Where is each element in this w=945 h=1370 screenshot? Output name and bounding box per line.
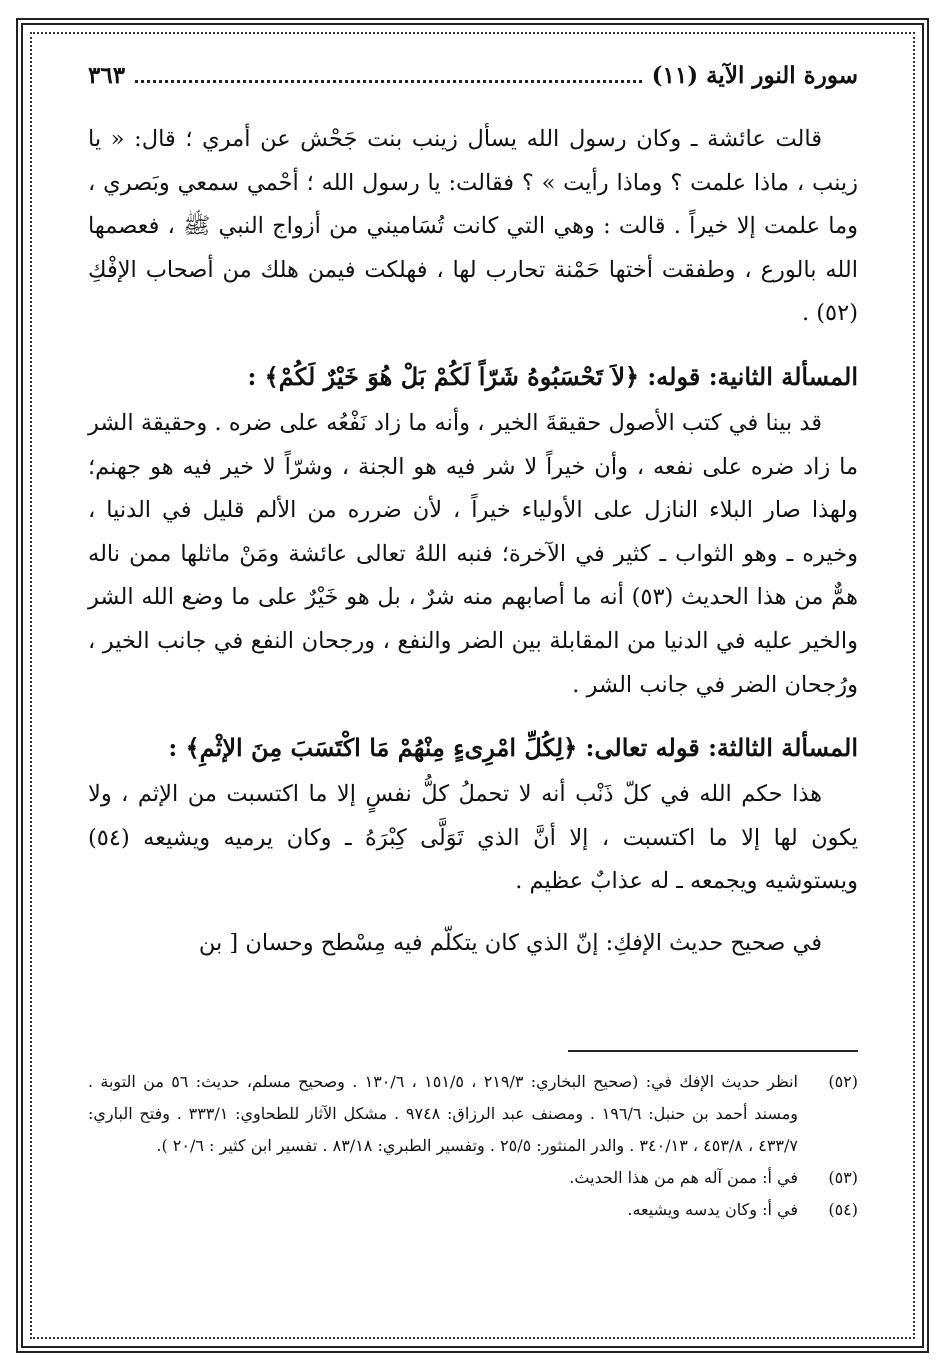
paragraph-3: هذا حكم الله في كلّ ذَنْب أنه لا تحملُ كلُّ نفسٍ إلا ما اكتسبت من الإثم ، ولا يكون لها إلا ما اكتسبت ، إلا أنَّ الذي تَوَلَّى كِبْرَهُ ـ وكان يرميه ويشيعه (٥٤) ويستوشيه ويجمعه ـ له عذابٌ عظيم . (88, 781, 858, 895)
paragraph-2: قد بينا في كتب الأصول حقيقةَ الخير ، وأنه ما زاد نَفْعُه على ضره . وحقيقة الشر ما زاد ضره على نفعه ، وأن خيراً لا شر فيه هو الجنة ، وشرّاً لا خير فيه هو جهنم؛ ولهذا صار البلاء النازل على الأولياء خيراً ، لأن ضرره من الألم قليل في الدنيا ، وخيره ـ وهو الثواب ـ كثير في الآخرة؛ فنبه اللهُ تعالى عائشة ومَنْ ماثلها ممن ناله همٌّ من هذا الحديث (٥٣) أنه ما أصابهم منه شرٌ ، بل هو خَيْرٌ على ما وضع الله الشر والخير عليه في الدنيا من المقابلة بين الضر والنفع ، ورجحان النفع في جانب الخير ، ورُجحان الضر في جانب الشر . (88, 409, 858, 698)
paragraph-4: في صحيح حديث الإفكِ: إنّ الذي كان يتكلّم فيه مِسْطح وحسان [ بن (198, 929, 822, 956)
footnote-separator (568, 1050, 858, 1052)
section-heading-2: المسألة الثانية: قوله: ﴿لاَ تَحْسَبُوهُ شَرّاً لَكُمْ بَلْ هُوَ خَيْرٌ لَكُمْ﴾ : (247, 361, 858, 391)
header-dot-leader (135, 64, 642, 83)
footnote-number: (٥٣) (828, 1168, 858, 1187)
footnote-52 (88, 1066, 858, 1162)
footnote-text: في أ: ممن آله هم من هذا الحديث. (569, 1168, 798, 1187)
footnote-54 (88, 1194, 858, 1226)
footnote-text: في أ: وكان يدسه ويشيعه. (627, 1200, 798, 1219)
running-header (88, 62, 858, 108)
footnote-text: انظر حديث الإفك في: (صحيح البخاري: ٢١٩/٣ ، ١٥١/٥ ، ١٣٠/٦ . وصحيح مسلم، حديث: ٥٦ من التوبة . ومسند أحمد بن حنبل: ١٩٦/٦ . ومصنف عبد الرزاق: ٩٧٤٨ . مشكل الآثار للطحاوي: ٣٣٣/١ . وفتح الباري: ٤٣٣/٧ ، ٤٥٣/٨ ، ٣٤٠/١٣ . والدر المنثور: ٢٥/٥ . وتفسير الطبري: ٨٣/١٨ . تفسير ابن كثير : ٢٠/٦ ). (88, 1072, 799, 1155)
page-body (88, 62, 858, 966)
footnote-number: (٥٤) (828, 1200, 858, 1219)
footnote-number: (٥٢) (828, 1072, 858, 1091)
footnote-53 (88, 1162, 858, 1194)
section-heading-3: المسألة الثالثة: قوله تعالى: ﴿لِكُلِّ امْرِىءٍ مِنْهُمْ مَا اكْتَسَبَ مِنَ الإثْمِ﴾ : (168, 733, 858, 763)
paragraph-1: قالت عائشة ـ وكان رسول الله يسأل زينب بنت جَحْش عن أمري ؛ قال: « يا زينب ، ماذا علمت ؟ وماذا رأيت » ؟ فقالت: يا رسول الله ؛ أحْمي سمعي وبَصري ، وما علمت إلا خيراً . قالت : وهي التي كانت تُسَاميني من أزواج النبي ﷺ ، فعصمها الله بالورع ، وطفقت أختها حَمْنة تحارب لها ، فهلكت فيمن هلك من أصحاب الإفْكِ (٥٢) . (88, 126, 858, 327)
running-header-title: سورة النور الآية (١١) (651, 62, 858, 89)
page-number: ٣٦٣ (88, 62, 126, 89)
footnotes (88, 1066, 858, 1226)
